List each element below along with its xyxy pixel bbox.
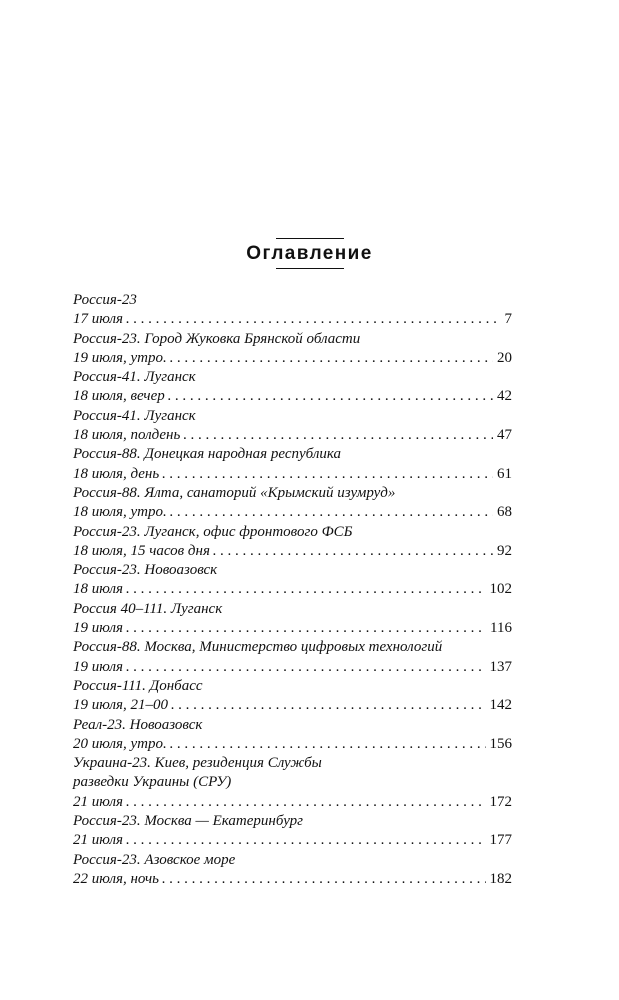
toc-entry-date: 18 июля, полдень <box>73 427 181 444</box>
toc-entry-date: 19 июля, 21–00 <box>73 697 168 714</box>
toc-entry-title: Россия-23. Новоазовск <box>73 562 218 579</box>
toc-entry <box>73 561 512 600</box>
dot-leader <box>126 619 486 638</box>
toc-entry-date: 18 июля, вечер <box>73 388 165 405</box>
toc-entry-title: Россия-111. Донбасс <box>73 677 203 694</box>
dot-leader <box>126 658 486 677</box>
toc-entry-row <box>73 580 512 599</box>
toc-entry-row <box>73 696 512 715</box>
toc-entry <box>73 812 512 851</box>
dot-leader <box>126 580 486 599</box>
toc-entry-date: 22 июля, ночь <box>73 870 160 887</box>
toc-entry-page-number: 20 <box>497 349 512 366</box>
toc-entry-date: 21 июля <box>73 793 123 810</box>
toc-entry-date: 18 июля <box>73 581 123 598</box>
toc-entry <box>73 716 512 755</box>
toc-entry-page-number: 156 <box>489 735 512 752</box>
dot-leader <box>162 870 485 889</box>
toc-entry-title: Россия-88. Донецкая народная республика <box>73 446 342 463</box>
toc-entry-page-number: 68 <box>497 504 512 521</box>
toc-entry <box>73 484 512 523</box>
toc-entry-date: 18 июля, день <box>73 465 160 482</box>
toc-entry-page-number: 116 <box>490 620 512 637</box>
toc-entry-title: Россия-23 <box>73 292 137 308</box>
dot-leader <box>170 503 493 522</box>
dot-leader <box>213 542 493 561</box>
toc-entry-row <box>73 465 512 484</box>
toc-entry-date: 19 июля <box>73 620 123 637</box>
toc-entry <box>73 445 512 484</box>
toc-entry-page-number: 47 <box>497 427 512 444</box>
toc-entry-title: Россия-23. Луганск, офис фронтового ФСБ <box>73 523 353 540</box>
toc-entry-page-number: 7 <box>504 311 512 328</box>
toc-entry-row <box>73 349 512 368</box>
toc-entry-row <box>73 387 512 406</box>
toc-entry-row <box>73 831 512 850</box>
dot-leader <box>168 387 493 406</box>
toc-entry-row <box>73 658 512 677</box>
toc-entry <box>73 754 512 812</box>
toc-entry-date: 21 июля <box>73 832 123 849</box>
toc-entry-row <box>73 735 512 754</box>
toc-entry-page-number: 177 <box>489 832 512 849</box>
toc-entry-title: Россия-88. Москва, Министерство цифровых технологий <box>73 639 443 656</box>
dot-leader <box>170 349 493 368</box>
toc-entry-title-continued: разведки Украины (СРУ) <box>73 774 232 791</box>
toc-entry-page-number: 142 <box>489 697 512 714</box>
toc-entry-title: Россия-41. Луганск <box>73 369 196 386</box>
toc-entry-row <box>73 542 512 561</box>
contents-header <box>0 238 619 269</box>
toc-entry-title: Россия-23. Город Жуковка Брянской области <box>73 330 361 347</box>
contents-heading: Оглавление <box>246 243 373 264</box>
heading-rule-bottom <box>276 268 344 269</box>
toc-entry <box>73 600 512 639</box>
dot-leader <box>126 310 501 329</box>
toc-entry-title: Россия-88. Ялта, санаторий «Крымский изумруд» <box>73 484 396 501</box>
toc-entry-row <box>73 310 512 329</box>
toc-entry <box>73 291 512 330</box>
dot-leader <box>126 831 486 850</box>
toc-entry <box>73 851 512 890</box>
toc-entry-title: Россия-41. Луганск <box>73 407 196 424</box>
toc-entry-page-number: 172 <box>489 793 512 810</box>
toc-entry <box>73 330 512 369</box>
toc-entry-date: 20 июля, утро. <box>73 735 167 752</box>
toc-entry-row <box>73 619 512 638</box>
toc-entry-title: Реал-23. Новоазовск <box>73 716 203 733</box>
toc-entry-date: 19 июля <box>73 658 123 675</box>
toc-entry <box>73 407 512 446</box>
table-of-contents <box>73 291 512 889</box>
dot-leader <box>170 735 486 754</box>
toc-entry-title: Россия-23. Азовское море <box>73 851 236 868</box>
toc-entry-row <box>73 793 512 812</box>
toc-entry-title: Россия 40–111. Луганск <box>73 600 223 617</box>
toc-entry-row <box>73 870 512 889</box>
toc-entry-date: 18 июля, 15 часов дня <box>73 542 210 559</box>
toc-entry-page-number: 92 <box>497 542 512 559</box>
toc-entry-page-number: 42 <box>497 388 512 405</box>
dot-leader <box>171 696 486 715</box>
toc-entry <box>73 677 512 716</box>
toc-entry-date: 18 июля, утро. <box>73 504 167 521</box>
toc-entry-row <box>73 503 512 522</box>
dot-leader <box>126 793 486 812</box>
toc-entry-date: 17 июля <box>73 311 123 328</box>
dot-leader <box>162 465 493 484</box>
toc-entry-title: Украина-23. Киев, резиденция Службы <box>73 755 322 772</box>
toc-entry-title: Россия-23. Москва — Екатеринбург <box>73 813 304 830</box>
toc-entry <box>73 638 512 677</box>
toc-entry-page-number: 61 <box>497 465 512 482</box>
toc-entry-page-number: 137 <box>489 658 512 675</box>
toc-entry-row <box>73 426 512 445</box>
toc-entry-page-number: 102 <box>489 581 512 598</box>
dot-leader <box>183 426 493 445</box>
toc-entry-date: 19 июля, утро. <box>73 349 167 366</box>
toc-entry-page-number: 182 <box>489 870 512 887</box>
toc-entry <box>73 523 512 562</box>
toc-entry <box>73 368 512 407</box>
